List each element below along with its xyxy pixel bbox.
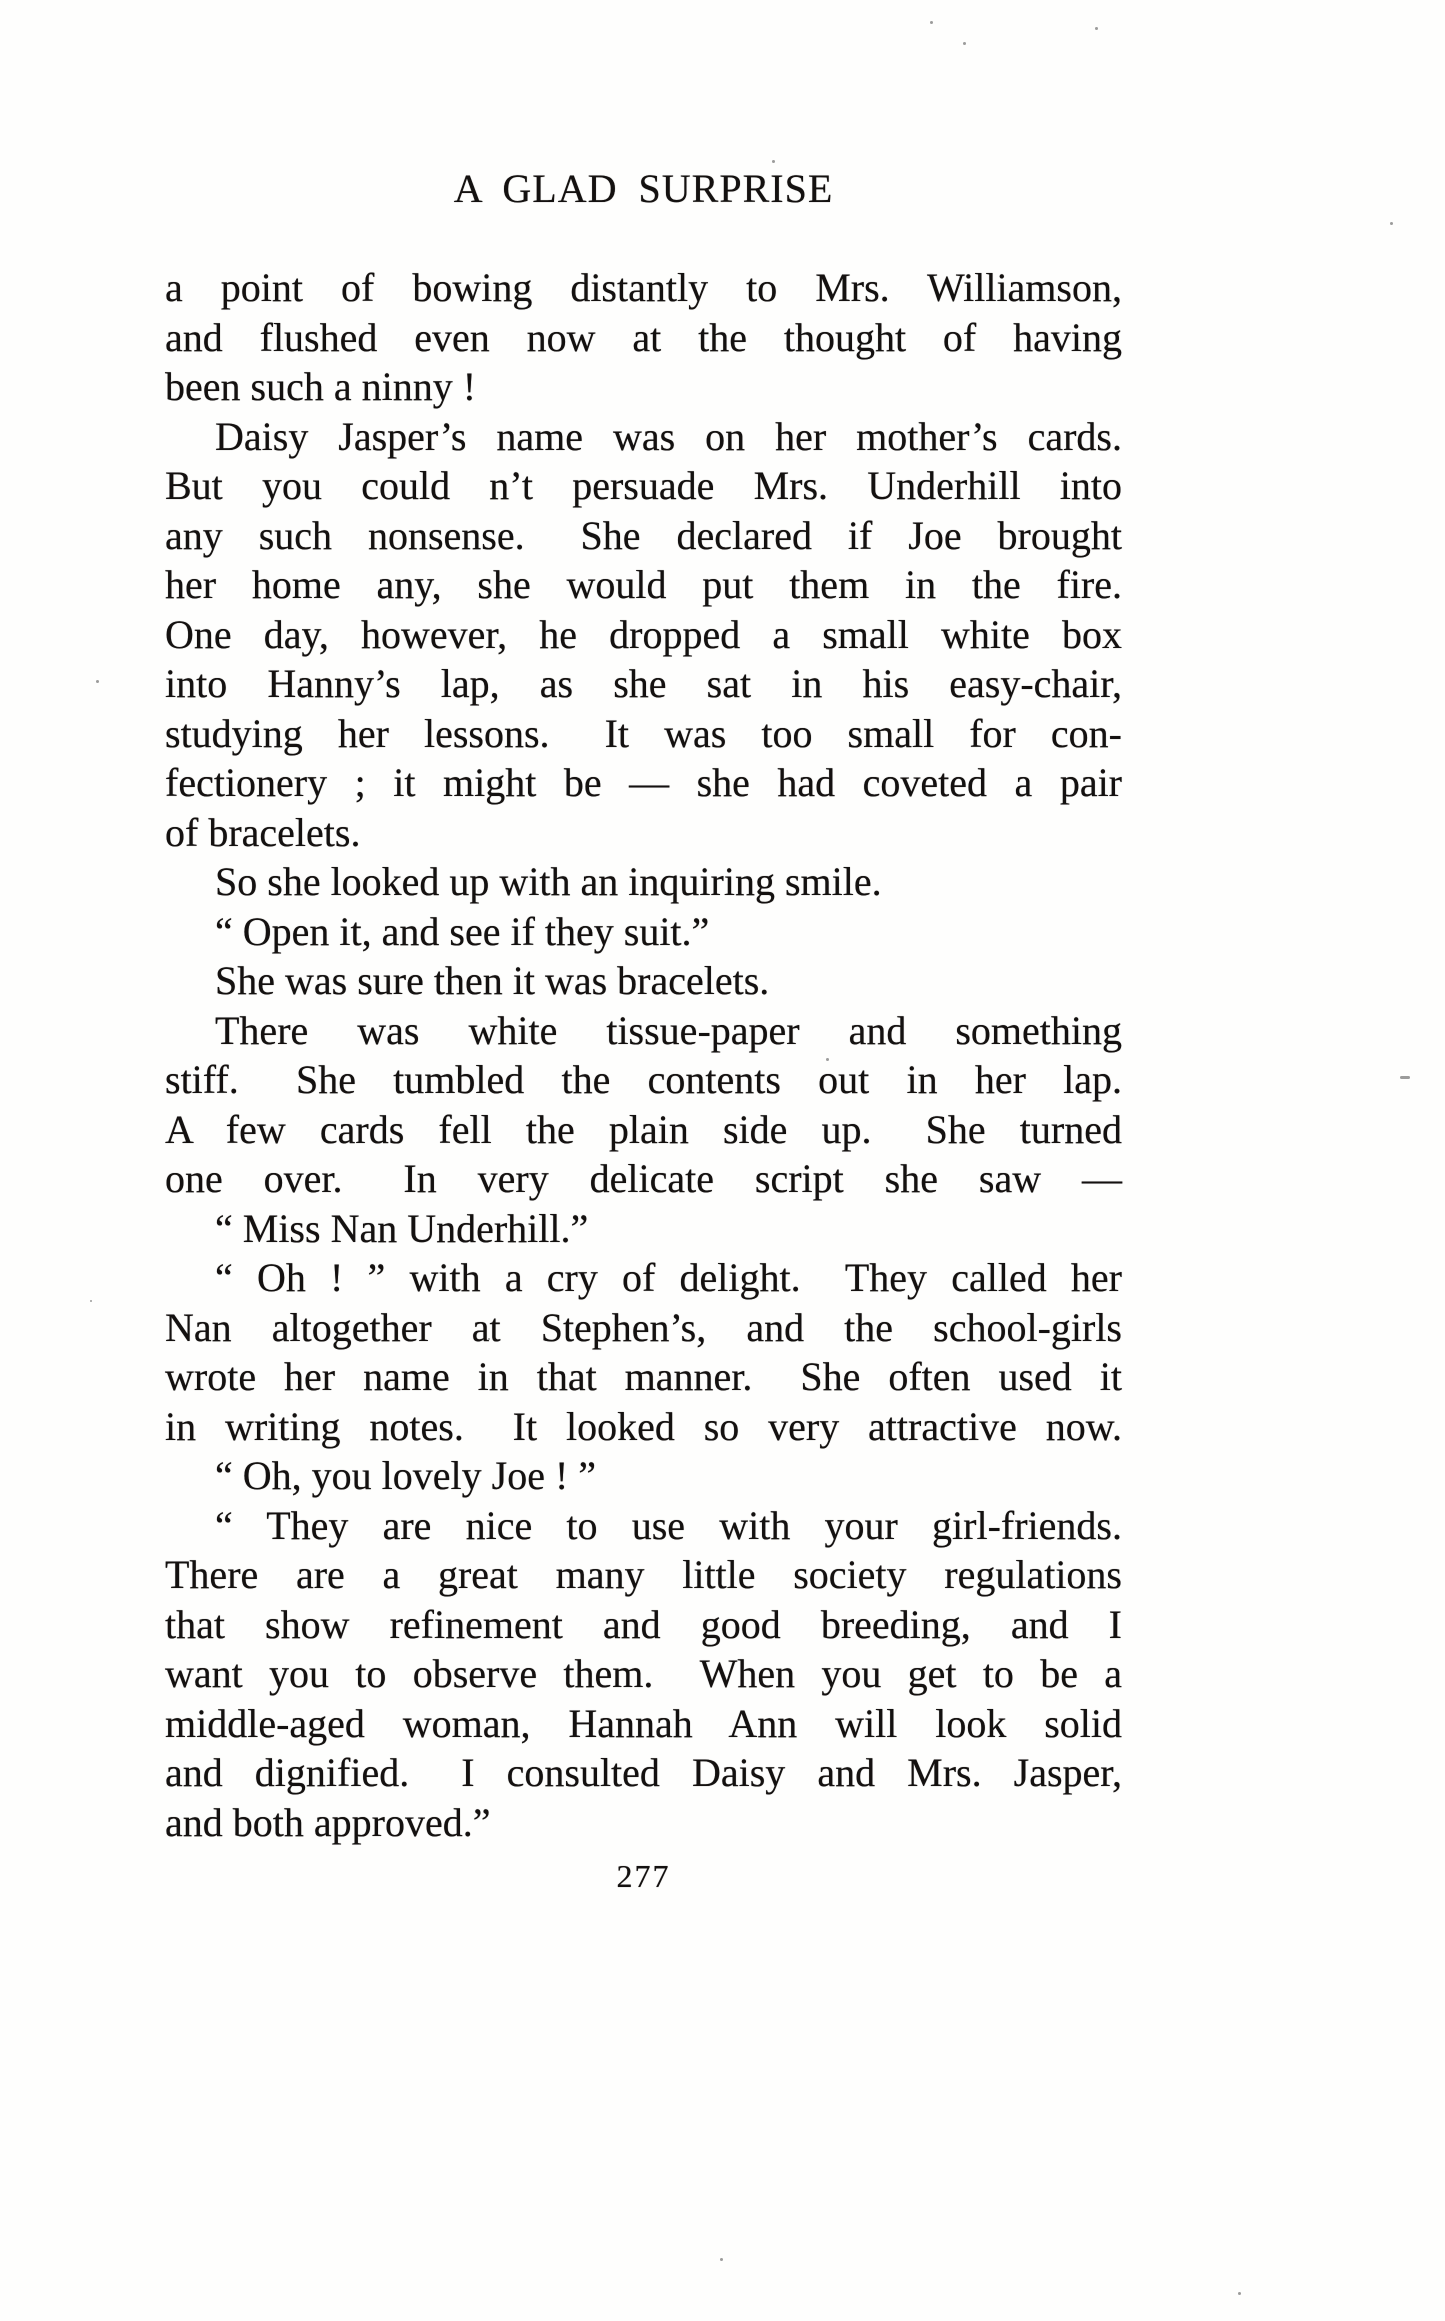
text-line: her home any, she would put them in the fire.	[165, 562, 1122, 607]
text-line: She was sure then it was bracelets.	[215, 958, 770, 1003]
text-line: “ Oh, you lovely Joe ! ”	[215, 1453, 597, 1498]
scan-speck	[96, 680, 99, 683]
text-line: Nan altogether at Stephen’s, and the school-girls	[165, 1304, 1122, 1350]
text-line: that show refinement and good breeding, and I	[165, 1601, 1122, 1647]
text-line: wrote her name in that manner. She often used it	[165, 1354, 1122, 1399]
scan-speck	[90, 1300, 92, 1302]
text-line: into Hanny’s lap, as she sat in his easy-chair,	[165, 661, 1122, 706]
text-line: “ They are nice to use with your girl-friends.	[215, 1502, 1122, 1548]
page-text	[165, 263, 1122, 1847]
text-line: want you to observe them. When you get to be a	[165, 1651, 1122, 1696]
text-line: fectionery ; it might be — she had coveted a pair	[165, 760, 1122, 805]
text-line: “ Oh ! ” with a cry of delight. They called her	[215, 1255, 1122, 1300]
text-line: a point of bowing distantly to Mrs. Williamson,	[165, 265, 1122, 310]
text-line: and both approved.”	[165, 1799, 491, 1845]
text-line: one over. In very delicate script she saw —	[165, 1156, 1122, 1201]
text-line: been such a ninny !	[165, 364, 477, 409]
text-line: studying her lessons. It was too small for con-	[165, 710, 1122, 756]
text-line: There was white tissue-paper and something	[215, 1007, 1122, 1053]
text-line: and flushed even now at the thought of having	[165, 314, 1122, 360]
page-title: A GLAD SURPRISE	[453, 166, 834, 211]
text-line: middle-aged woman, Hannah Ann will look solid	[165, 1700, 1122, 1746]
text-line: in writing notes. It looked so very attractive now.	[165, 1403, 1122, 1449]
text-line: stiff. She tumbled the contents out in her lap.	[165, 1057, 1122, 1102]
text-line: Daisy Jasper’s name was on her mother’s cards.	[215, 413, 1122, 459]
text-line: One day, however, he dropped a small white box	[165, 611, 1122, 657]
page-number: 277	[616, 1858, 671, 1894]
text-line: of bracelets.	[165, 809, 361, 855]
text-line: and dignified. I consulted Daisy and Mrs. Jasper,	[165, 1750, 1122, 1795]
scan-speck	[1095, 27, 1098, 30]
scan-speck	[1238, 2292, 1241, 2295]
scan-speck	[963, 42, 966, 45]
text-line: “ Open it, and see if they suit.”	[215, 908, 710, 954]
scan-speck	[1390, 222, 1393, 225]
scan-speck	[1400, 1076, 1410, 1079]
text-line: any such nonsense. She declared if Joe brought	[165, 512, 1122, 558]
text-line: A few cards fell the plain side up. She turned	[165, 1106, 1122, 1152]
text-line: There are a great many little society regulations	[165, 1552, 1122, 1597]
text-line: So she looked up with an inquiring smile.	[215, 859, 882, 904]
text-line: “ Miss Nan Underhill.”	[215, 1205, 589, 1251]
scan-speck	[720, 2258, 723, 2261]
scan-speck	[772, 160, 775, 163]
scan-speck	[930, 21, 933, 24]
text-line: But you could n’t persuade Mrs. Underhill into	[165, 463, 1122, 508]
